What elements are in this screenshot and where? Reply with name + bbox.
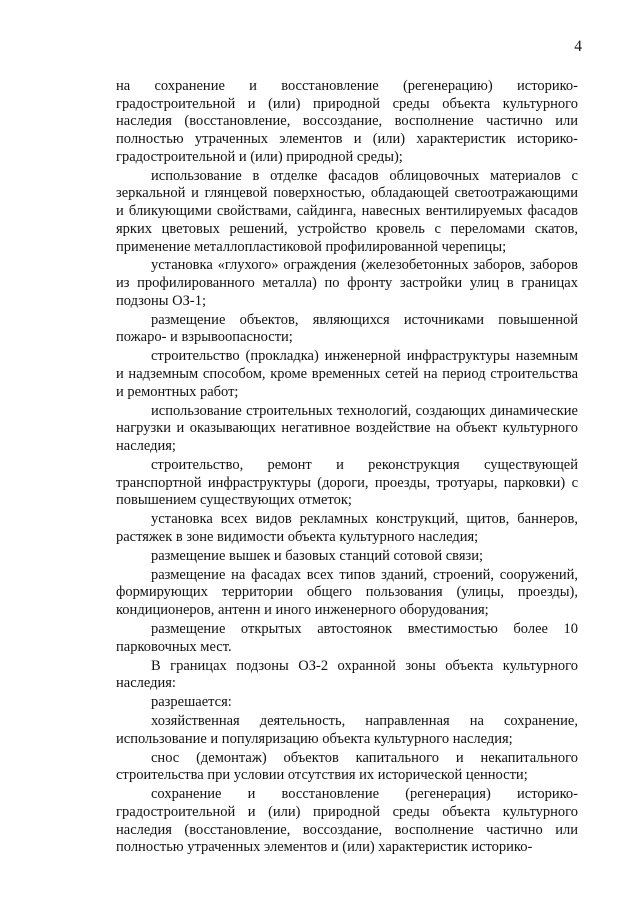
page-number: 4: [574, 38, 582, 55]
paragraph: использование строительных технологий, создающих динамические нагрузки и оказывающих негативное воздействие на объект культурного наследия;: [116, 402, 578, 454]
paragraph: строительство (прокладка) инженерной инфраструктуры наземным и надземным способом, кроме временных сетей на период строительства и ремонтных работ;: [116, 348, 578, 400]
paragraph: размещение вышек и базовых станций сотовой связи;: [151, 547, 484, 564]
paragraph: строительство, ремонт и реконструкция существующей транспортной инфраструктуры (дороги, проезды, тротуары, парковки) с повышением существующих отметок;: [116, 456, 578, 509]
paragraph: размещение открытых автостоянок вместимостью более 10 парковочных мест.: [116, 620, 578, 655]
paragraph: размещение на фасадах всех типов зданий, строений, сооружений, формирующих территории общего пользования (улицы, проезды), кондиционеров, антенн и иного инженерного оборудования;: [116, 566, 578, 619]
paragraph: использование в отделке фасадов облицовочных материалов с зеркальной и глянцевой поверхностью, обладающей светоотражающими и бликующими свойствами, сайдинга, навесных вентилируемых фасадов ярких цветовых решений, устройство кровель с переломами скатов, применение металлопластиковой профилированной черепицы;: [116, 167, 578, 255]
paragraph: сохранение и восстановление (регенерация) историко-градостроительной и (или) природной среды объекта культурного наследия (восстановление, воссоздание, восполнение частично или полностью утраченных элементов и (или) характеристик историко-: [116, 786, 578, 856]
paragraph: на сохранение и восстановление (регенерацию) историко-градостроительной и (или) природной среды объекта культурного наследия (восстановление, воссоздание, восполнение частично или полностью утраченных элементов и (или) характеристик историко-градостроительной и (или) природной среды);: [116, 78, 578, 165]
paragraph: хозяйственная деятельность, направленная на сохранение, использование и популяризацию объекта культурного наследия;: [116, 713, 578, 747]
section-subheading: разрешается:: [151, 694, 232, 711]
paragraph: снос (демонтаж) объектов капитального и некапитального строительства при условии отсутствия их исторической ценности;: [116, 749, 578, 784]
section-intro: В границах подзоны ОЗ-2 охранной зоны объекта культурного наследия:: [116, 657, 578, 692]
paragraph: размещение объектов, являющихся источниками повышенной пожаро- и взрывоопасности;: [116, 311, 578, 346]
paragraph: установка всех видов рекламных конструкций, щитов, баннеров, растяжек в зоне видимости объекта культурного наследия;: [116, 511, 578, 545]
paragraph: установка «глухого» ограждения (железобетонных заборов, заборов из профилированного металла) по фронту застройки улиц в границах подзоны ОЗ-1;: [116, 257, 578, 309]
document-body: [116, 78, 578, 858]
